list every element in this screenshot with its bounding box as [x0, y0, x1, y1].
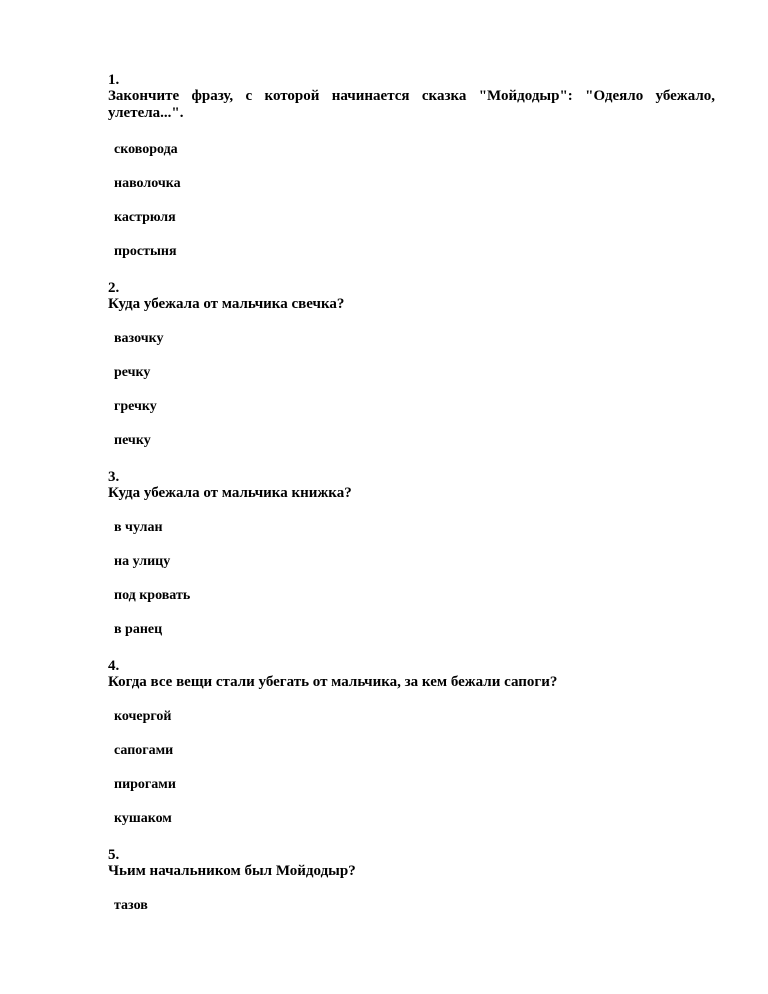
answer-option[interactable]: сковорода [114, 142, 178, 157]
answer-option[interactable]: кушаком [114, 811, 172, 826]
question-number: 2. [108, 280, 120, 296]
question-number: 3. [108, 469, 120, 485]
answer-option[interactable]: наволочка [114, 176, 181, 191]
question-number: 1. [108, 72, 120, 88]
answer-option[interactable]: печку [114, 433, 151, 448]
question-4 [108, 658, 715, 827]
question-text: Когда все вещи стали убегать от мальчика, за кем бежали сапоги? [108, 674, 558, 690]
question-3 [108, 469, 715, 638]
answer-list [108, 520, 715, 638]
answer-option[interactable]: кастрюля [114, 210, 176, 225]
answer-list [108, 142, 715, 260]
answer-option[interactable]: пирогами [114, 777, 176, 792]
answer-option[interactable]: сапогами [114, 743, 174, 758]
question-number: 4. [108, 658, 120, 674]
question-text: Чьим начальником был Мойдодыр? [108, 863, 356, 879]
answer-option[interactable]: кочергой [114, 709, 172, 724]
answer-option[interactable]: простыня [114, 244, 177, 259]
answer-option[interactable]: тазов [114, 898, 148, 913]
answer-option[interactable]: вазочку [114, 331, 164, 346]
quiz-document [108, 72, 715, 914]
answer-option[interactable]: речку [114, 365, 151, 380]
answer-option[interactable]: в чулан [114, 520, 163, 535]
answer-list [108, 331, 715, 449]
answer-option[interactable]: в ранец [114, 622, 163, 637]
question-2 [108, 280, 715, 449]
answer-option[interactable]: на улицу [114, 554, 171, 569]
answer-list [108, 709, 715, 827]
question-text: Закончите фразу, с которой начинается сказка "Мойдодыр": "Одеяло убежало, улетела...". [108, 88, 715, 121]
answer-option[interactable]: под кровать [114, 588, 191, 603]
question-number: 5. [108, 847, 120, 863]
answer-option[interactable]: гречку [114, 399, 157, 414]
answer-list [108, 898, 715, 914]
question-1 [108, 72, 715, 260]
question-5 [108, 847, 715, 914]
question-text: Куда убежала от мальчика книжка? [108, 485, 352, 501]
question-text: Куда убежала от мальчика свечка? [108, 296, 345, 312]
